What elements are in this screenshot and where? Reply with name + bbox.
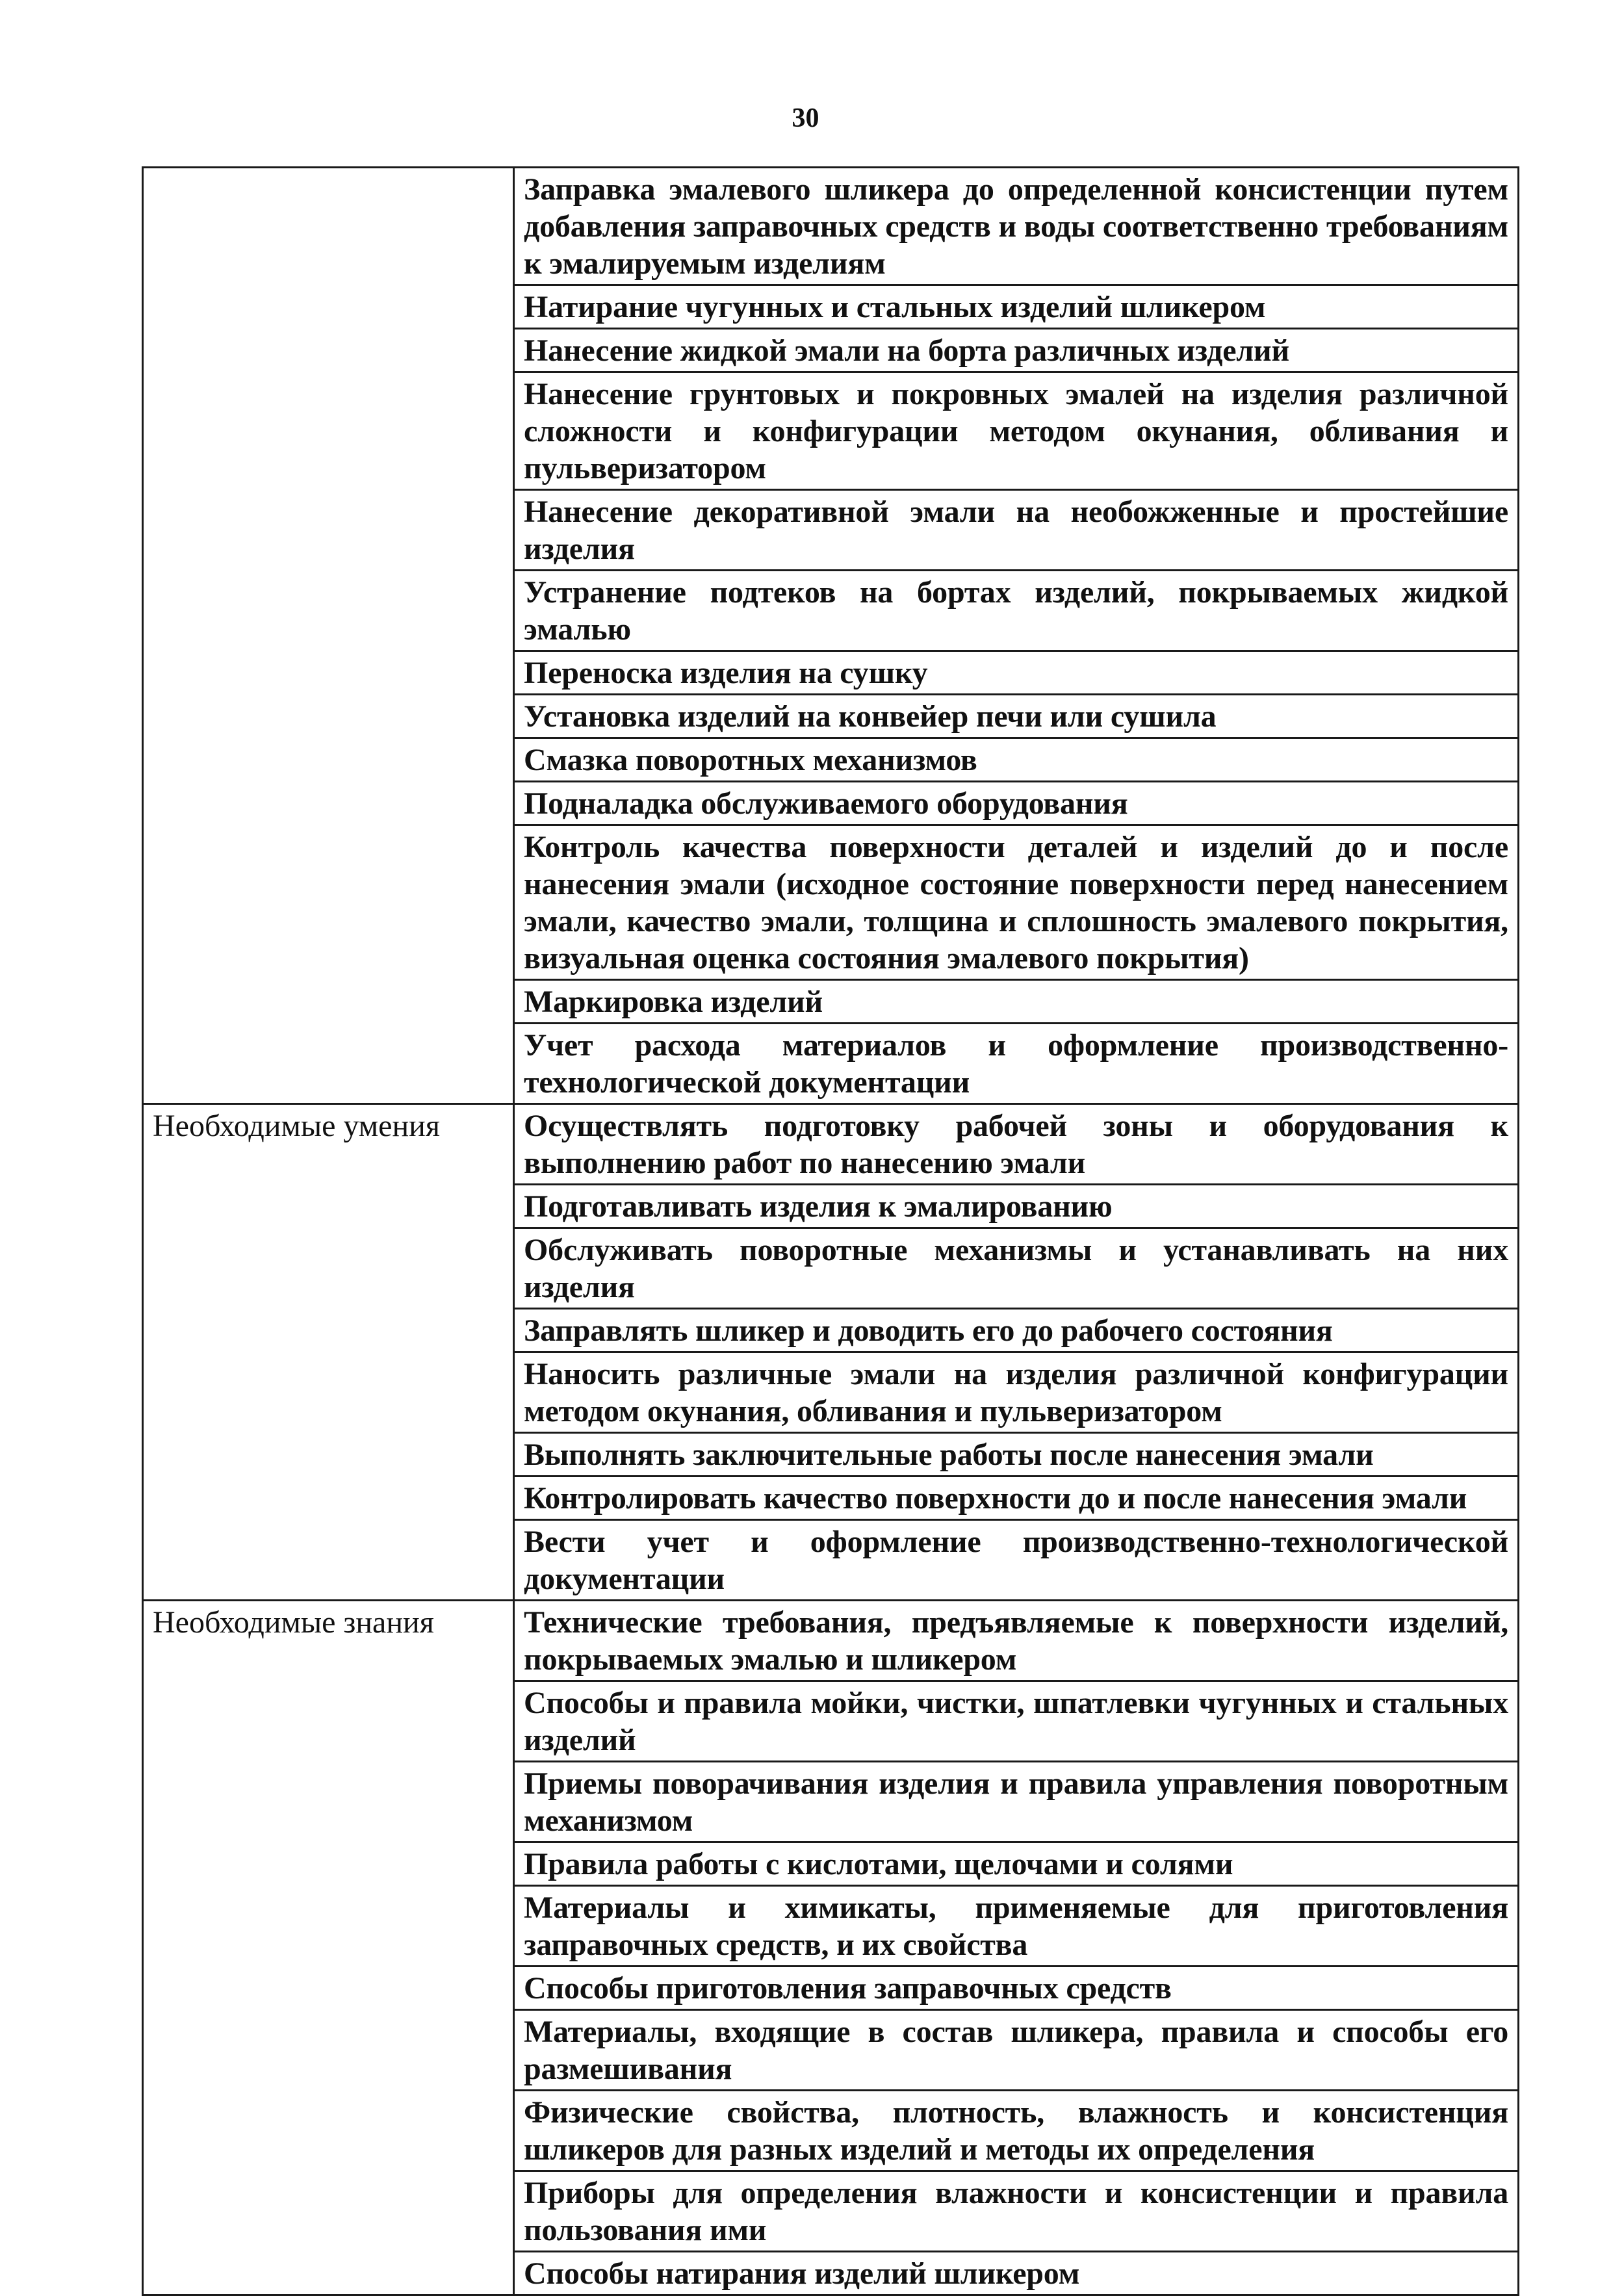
table-cell-item: Приборы для определения влажности и консистенции и правила пользования ими <box>514 2171 1519 2252</box>
table-cell-item: Подготавливать изделия к эмалированию <box>514 1185 1519 1228</box>
table-body <box>143 168 1519 2295</box>
table-row <box>143 1104 1519 1185</box>
table-cell-item: Способы приготовления заправочных средств <box>514 1967 1519 2010</box>
table-cell-item: Материалы и химикаты, применяемые для приготовления заправочных средств, и их свойства <box>514 1886 1519 1967</box>
table-cell-item: Подналадка обслуживаемого оборудования <box>514 782 1519 825</box>
table-cell-item: Способы натирания изделий шликером <box>514 2252 1519 2295</box>
table-cell-item: Устранение подтеков на бортах изделий, покрываемых жидкой эмалью <box>514 571 1519 651</box>
table-cell-item: Маркировка изделий <box>514 980 1519 1024</box>
table-cell-item: Физические свойства, плотность, влажность и консистенция шликеров для разных изделий и методы их определения <box>514 2091 1519 2171</box>
table-cell-item: Материалы, входящие в состав шликера, правила и способы его размешивания <box>514 2010 1519 2091</box>
section-label <box>143 168 514 1104</box>
table-cell-item: Натирание чугунных и стальных изделий шликером <box>514 285 1519 329</box>
table-cell-item: Контроль качества поверхности деталей и изделий до и после нанесения эмали (исходное состояние поверхности перед нанесением эмали, качество эмали, толщина и сплошность эмалевого покрытия, визуальная оценка состояния эмалевого покрытия) <box>514 825 1519 980</box>
table-cell-item: Выполнять заключительные работы после нанесения эмали <box>514 1433 1519 1477</box>
table-cell-item: Осуществлять подготовку рабочей зоны и оборудования к выполнению работ по нанесению эмали <box>514 1104 1519 1185</box>
table-cell-item: Наносить различные эмали на изделия различной конфигурации методом окунания, обливания и пульверизатором <box>514 1352 1519 1433</box>
table-cell-item: Установка изделий на конвейер печи или сушила <box>514 695 1519 738</box>
table-cell-item: Нанесение грунтовых и покровных эмалей на изделия различной сложности и конфигурации методом окунания, обливания и пульверизатором <box>514 372 1519 490</box>
table-cell-item: Способы и правила мойки, чистки, шпатлевки чугунных и стальных изделий <box>514 1681 1519 1762</box>
table-cell-item: Смазка поворотных механизмов <box>514 738 1519 782</box>
table-cell-item: Вести учет и оформление производственно-технологической документации <box>514 1520 1519 1601</box>
table-cell-item: Приемы поворачивания изделия и правила управления поворотным механизмом <box>514 1762 1519 1842</box>
table-cell-item: Технические требования, предъявляемые к поверхности изделий, покрываемых эмалью и шликером <box>514 1601 1519 1681</box>
requirements-table <box>142 166 1519 2296</box>
table-cell-item: Нанесение жидкой эмали на борта различных изделий <box>514 329 1519 372</box>
table-cell-item: Заправлять шликер и доводить его до рабочего состояния <box>514 1309 1519 1352</box>
table-cell-item: Заправка эмалевого шликера до определенной консистенции путем добавления заправочных средств и воды соответственно требованиям к эмалируемым изделиям <box>514 168 1519 285</box>
table-cell-item: Нанесение декоративной эмали на необожженные и простейшие изделия <box>514 490 1519 571</box>
table-cell-item: Обслуживать поворотные механизмы и устанавливать на них изделия <box>514 1228 1519 1309</box>
table-cell-item: Контролировать качество поверхности до и после нанесения эмали <box>514 1477 1519 1520</box>
table-cell-item: Правила работы с кислотами, щелочами и солями <box>514 1842 1519 1886</box>
table-row <box>143 1601 1519 1681</box>
table-row <box>143 168 1519 285</box>
table-cell-item: Переноска изделия на сушку <box>514 651 1519 695</box>
section-label: Необходимые знания <box>143 1601 514 2295</box>
page-number: 30 <box>792 103 819 133</box>
section-label: Необходимые умения <box>143 1104 514 1601</box>
table-cell-item: Учет расхода материалов и оформление производственно-технологической документации <box>514 1024 1519 1104</box>
